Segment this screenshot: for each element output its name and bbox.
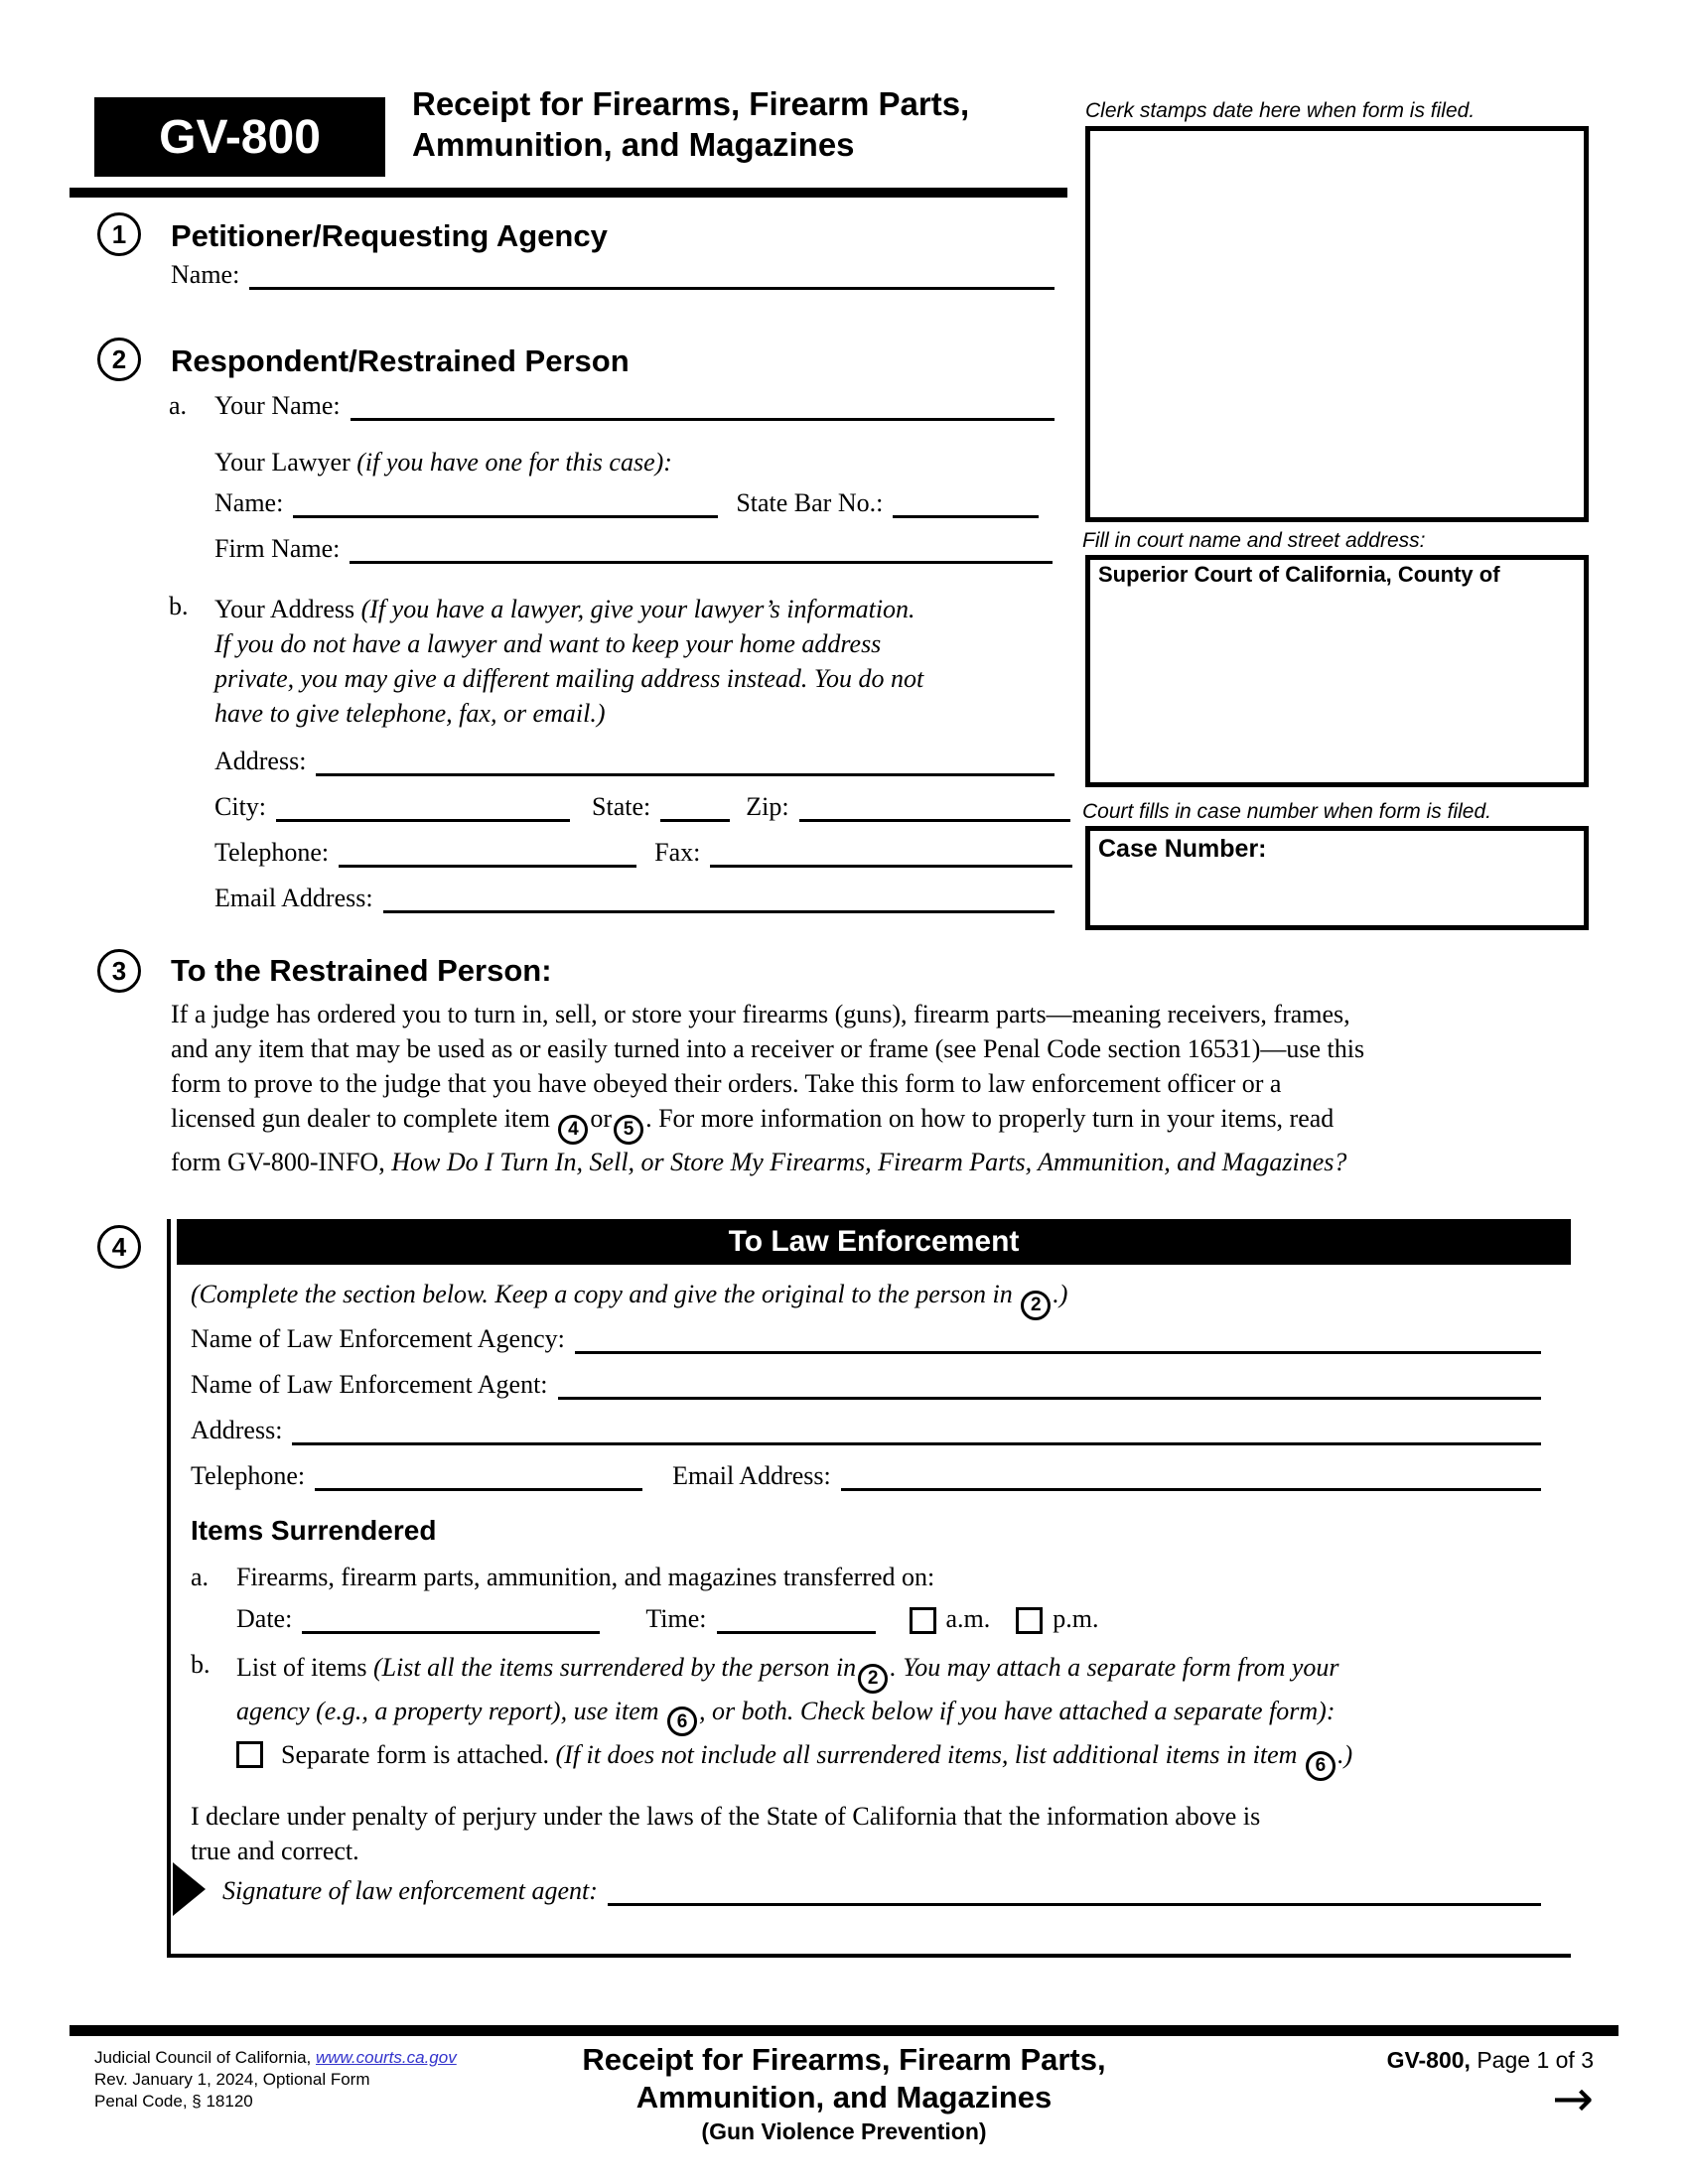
petitioner-name-row xyxy=(171,260,1055,290)
footer-title-line1: Receipt for Firearms, Firearm Parts, xyxy=(582,2042,1106,2077)
circle-ref: 5 xyxy=(614,1115,643,1145)
respondent-name-row xyxy=(169,391,1055,421)
text-segment: Separate form is attached. xyxy=(281,1740,556,1769)
signature-label: Signature of law enforcement agent: xyxy=(222,1876,598,1905)
petitioner-name-label: Name: xyxy=(171,260,240,289)
le-email-label: Email Address: xyxy=(672,1461,831,1490)
firm-name-row xyxy=(214,534,1053,564)
footer-left-block xyxy=(94,2047,457,2113)
lawyer-name-field[interactable] xyxy=(293,489,718,518)
circle-ref: 6 xyxy=(667,1706,697,1736)
law-enforcement-banner-label: To Law Enforcement xyxy=(728,1225,1020,1258)
section-1-heading: Petitioner/Requesting Agency xyxy=(171,218,608,253)
footer-penal-code: Penal Code, § 18120 xyxy=(94,2092,253,2111)
text-segment: have to give telephone, fax, or email.) xyxy=(214,699,606,728)
petitioner-name-field[interactable] xyxy=(249,261,1055,290)
circle-ref: 2 xyxy=(858,1664,888,1694)
section-4-number: 4 xyxy=(97,1225,141,1269)
text-segment: .) xyxy=(1053,1280,1068,1308)
next-page-arrow-icon: → xyxy=(1552,2070,1594,2127)
date-label: Date: xyxy=(236,1604,293,1633)
le-telephone-label: Telephone: xyxy=(191,1461,306,1490)
your-name-field[interactable] xyxy=(351,392,1055,421)
telephone-field[interactable] xyxy=(339,839,636,868)
date-time-row xyxy=(236,1604,1309,1634)
state-field[interactable] xyxy=(660,793,730,822)
footer-publisher: Judicial Council of California, xyxy=(94,2048,316,2067)
am-label: a.m. xyxy=(945,1604,991,1633)
form-title xyxy=(412,83,969,165)
text-segment: (If you have a lawyer, give your lawyer’s information. xyxy=(360,595,915,623)
section-3-body xyxy=(171,997,1596,1179)
text-segment: I declare under penalty of perjury under the laws of the State of California that the information above is xyxy=(191,1802,1261,1831)
footer-page-number: Page 1 of 3 xyxy=(1470,2047,1594,2073)
text-segment: If you do not have a lawyer and want to keep your home address xyxy=(214,629,882,658)
time-label: Time: xyxy=(645,1604,707,1633)
case-number-note: Court fills in case number when form is filed. xyxy=(1082,800,1491,823)
items-a-label: a. xyxy=(191,1563,210,1591)
item-a-label: a. xyxy=(169,391,188,420)
city-field[interactable] xyxy=(276,793,570,822)
firm-name-label: Firm Name: xyxy=(214,534,341,563)
items-b-text xyxy=(236,1650,1547,1736)
le-agent-field[interactable] xyxy=(558,1371,1541,1400)
telephone-label: Telephone: xyxy=(214,838,330,867)
le-address-label: Address: xyxy=(191,1416,283,1444)
form-number-badge xyxy=(94,97,385,177)
state-bar-field[interactable] xyxy=(893,489,1039,518)
lawyer-name-row xyxy=(214,488,1039,518)
declaration-text xyxy=(191,1799,1260,1868)
email-row xyxy=(214,884,1055,913)
separate-form-text xyxy=(281,1737,1352,1781)
time-field[interactable] xyxy=(717,1605,876,1634)
text-segment: Your Lawyer xyxy=(214,448,357,477)
text-segment: .) xyxy=(1336,1740,1353,1769)
le-telephone-field[interactable] xyxy=(315,1462,642,1491)
date-field[interactable] xyxy=(302,1605,600,1634)
circle-ref: 2 xyxy=(1021,1291,1051,1320)
footer-title-line3: (Gun Violence Prevention) xyxy=(701,2118,987,2144)
am-checkbox[interactable] xyxy=(910,1607,936,1634)
text-segment: . For more information on how to properly turn in your items, read xyxy=(645,1104,1335,1133)
law-enforcement-banner xyxy=(177,1219,1571,1265)
form-title-line2: Ammunition, and Magazines xyxy=(412,126,855,163)
address-label: Address: xyxy=(214,747,307,775)
le-agency-label: Name of Law Enforcement Agency: xyxy=(191,1324,565,1353)
state-label: State: xyxy=(592,792,651,821)
state-bar-label: State Bar No.: xyxy=(736,488,884,517)
separate-form-row xyxy=(236,1737,1352,1781)
footer-right-block xyxy=(1345,2047,1594,2127)
text-segment: and any item that may be used as or easily turned into a receiver or frame (see Penal Code section 16531)—use this xyxy=(171,1034,1365,1063)
section-3-number: 3 xyxy=(97,949,141,993)
footer-publisher-line xyxy=(94,2047,457,2069)
le-agent-row xyxy=(191,1370,1541,1400)
items-b-row xyxy=(191,1650,1547,1736)
zip-field[interactable] xyxy=(799,793,1070,822)
section-2-number: 2 xyxy=(97,338,141,381)
pm-label: p.m. xyxy=(1053,1604,1099,1633)
text-segment: private, you may give a different mailing address instead. You do not xyxy=(214,664,924,693)
case-number-label: Case Number: xyxy=(1098,835,1267,863)
city-label: City: xyxy=(214,792,267,821)
footer-revision: Rev. January 1, 2024, Optional Form xyxy=(94,2070,370,2089)
text-segment: licensed gun dealer to complete item xyxy=(171,1104,557,1133)
email-field[interactable] xyxy=(383,885,1055,913)
signature-field[interactable] xyxy=(608,1877,1541,1906)
clerk-stamp-box xyxy=(1085,126,1589,522)
pm-checkbox[interactable] xyxy=(1016,1607,1043,1634)
item-b-label: b. xyxy=(169,592,189,620)
text-segment: . You may attach a separate form from your xyxy=(890,1653,1339,1682)
text-segment: List of items xyxy=(236,1653,373,1682)
text-segment: How Do I Turn In, Sell, or Store My Firearms, Firearm Parts, Ammunition, and Magazines? xyxy=(391,1147,1347,1176)
your-address-intro-row xyxy=(169,592,924,731)
items-surrendered-heading: Items Surrendered xyxy=(191,1515,437,1546)
le-agent-label: Name of Law Enforcement Agent: xyxy=(191,1370,548,1399)
fax-label: Fax: xyxy=(654,838,701,867)
law-enforcement-section-box xyxy=(167,1219,1571,1958)
signature-row xyxy=(222,1876,1541,1906)
header-divider xyxy=(70,188,1067,198)
items-a-row xyxy=(191,1563,934,1592)
text-segment: (List all the items surrendered by the person in xyxy=(372,1653,857,1682)
form-number: GV-800 xyxy=(159,110,321,164)
le-address-field[interactable] xyxy=(292,1417,1541,1445)
le-address-row xyxy=(191,1416,1541,1445)
le-agency-row xyxy=(191,1324,1541,1354)
telephone-fax-row xyxy=(214,838,1072,868)
le-telephone-email-row xyxy=(191,1461,1541,1491)
items-b-label: b. xyxy=(191,1650,211,1679)
firm-name-field[interactable] xyxy=(350,535,1053,564)
your-lawyer-line xyxy=(214,445,672,479)
city-state-zip-row xyxy=(214,792,1070,822)
text-segment: (if you have one for this case): xyxy=(356,448,672,477)
court-address-note: Fill in court name and street address: xyxy=(1082,529,1426,552)
section-3-heading: To the Restrained Person: xyxy=(171,953,552,988)
le-instruction xyxy=(191,1277,1067,1320)
text-segment: Your Address xyxy=(214,595,361,623)
text-segment: true and correct. xyxy=(191,1837,359,1865)
zip-label: Zip: xyxy=(746,792,789,821)
section-1-number: 1 xyxy=(97,212,141,256)
text-segment: form GV-800-INFO, xyxy=(171,1147,392,1176)
form-title-line1: Receipt for Firearms, Firearm Parts, xyxy=(412,85,970,122)
address-field[interactable] xyxy=(316,748,1055,776)
circle-ref: 4 xyxy=(558,1115,588,1145)
text-segment: (If it does not include all surrendered items, list additional items in item xyxy=(555,1740,1304,1769)
separate-form-checkbox[interactable] xyxy=(236,1741,263,1768)
le-agency-field[interactable] xyxy=(575,1325,1541,1354)
footer-divider xyxy=(70,2025,1618,2036)
lawyer-name-label: Name: xyxy=(214,488,284,517)
court-name-box[interactable] xyxy=(1085,555,1589,787)
signature-arrow-icon xyxy=(173,1862,206,1916)
address-row xyxy=(214,747,1055,776)
items-a-text: Firearms, firearm parts, ammunition, and magazines transferred on: xyxy=(236,1563,935,1591)
text-segment: or xyxy=(590,1104,613,1133)
le-email-field[interactable] xyxy=(841,1462,1541,1491)
text-segment: form to prove to the judge that you have obeyed their orders. Take this form to law enforcement officer or a xyxy=(171,1069,1282,1098)
text-segment: (Complete the section below. Keep a copy and give the original to the person in xyxy=(191,1280,1020,1308)
footer-form-number: GV-800, xyxy=(1386,2047,1471,2073)
section-2-heading: Respondent/Restrained Person xyxy=(171,343,630,378)
courts-website-link[interactable]: www.courts.ca.gov xyxy=(316,2048,457,2067)
text-segment: If a judge has ordered you to turn in, sell, or store your firearms (guns), firearm parts—meaning receivers, frames, xyxy=(171,1000,1350,1028)
fax-field[interactable] xyxy=(710,839,1072,868)
text-segment: agency (e.g., a property report), use item xyxy=(236,1696,666,1725)
email-label: Email Address: xyxy=(214,884,373,912)
text-segment: , or both. Check below if you have attached a separate form): xyxy=(699,1696,1336,1725)
clerk-stamp-note: Clerk stamps date here when form is filed. xyxy=(1085,99,1476,122)
case-number-box[interactable] xyxy=(1085,826,1589,930)
circle-ref: 6 xyxy=(1306,1751,1336,1781)
your-address-intro xyxy=(214,592,924,731)
footer-title-line2: Ammunition, and Magazines xyxy=(635,2080,1053,2115)
court-name: Superior Court of California, County of xyxy=(1098,562,1500,587)
your-name-label: Your Name: xyxy=(214,391,341,420)
footer-title-block xyxy=(427,2041,1261,2146)
